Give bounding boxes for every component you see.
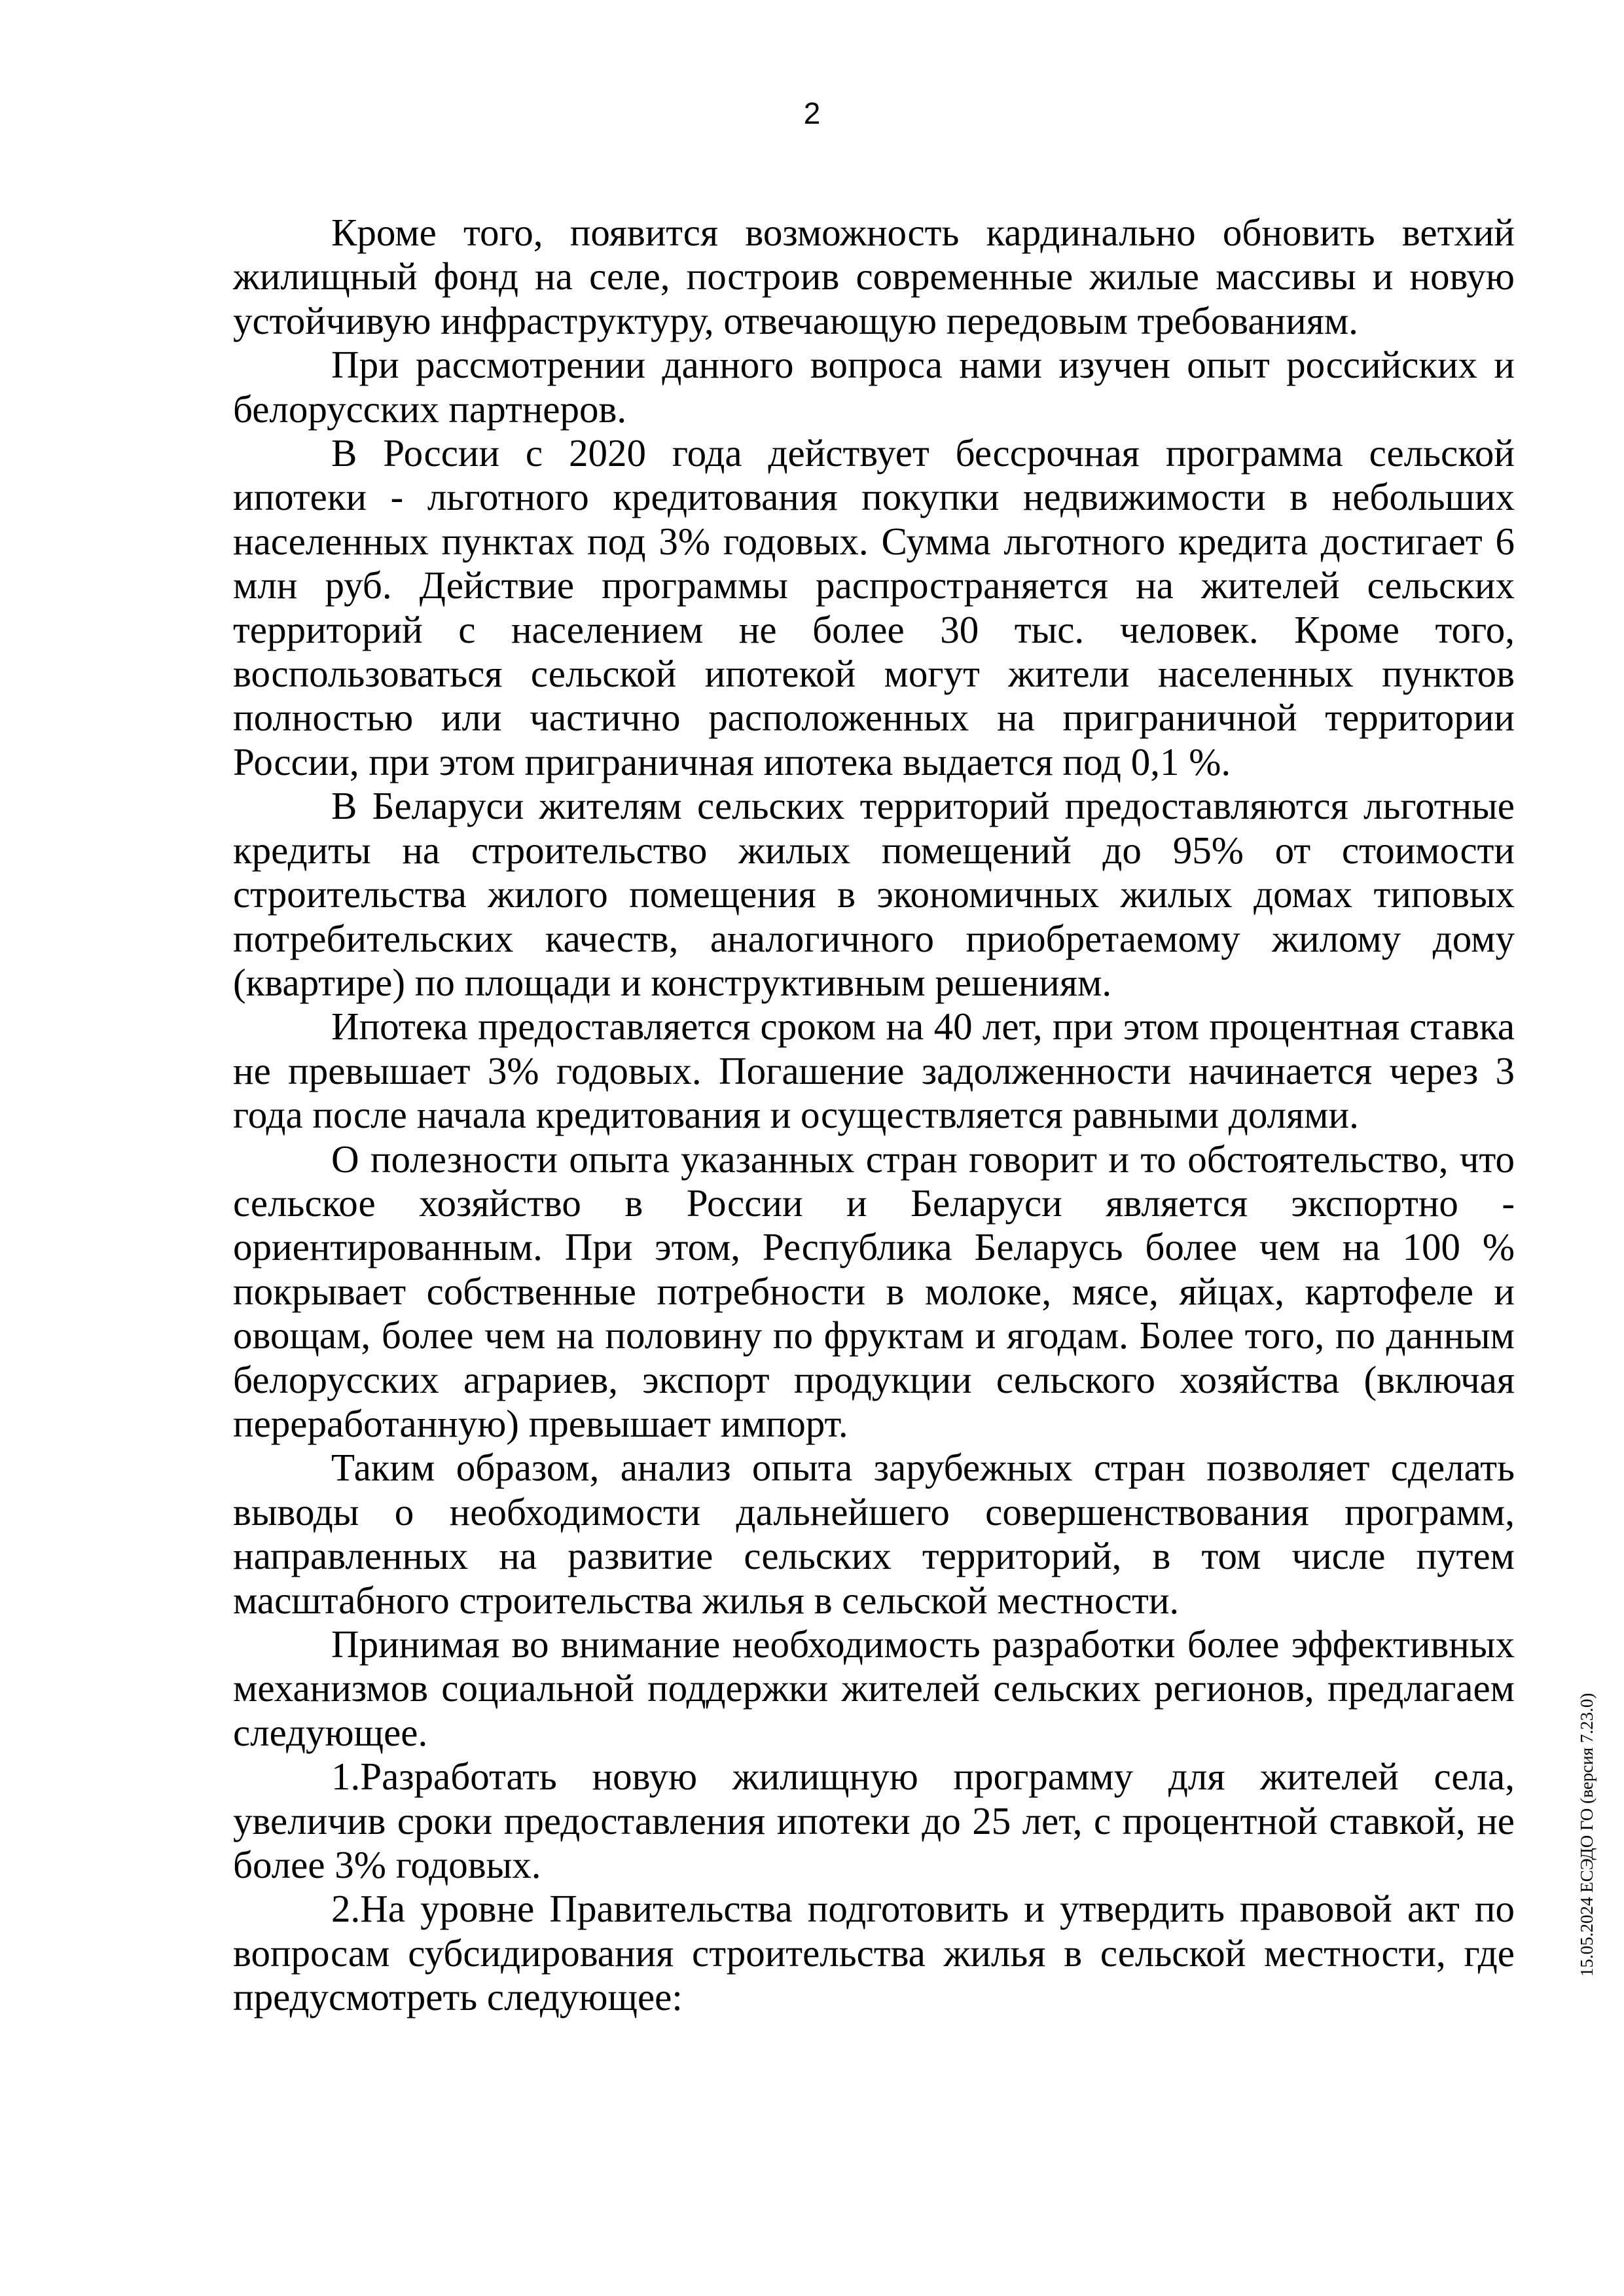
side-registration-stamp-text: 15.05.2024 ЕСЭДО ГО (версия 7.23.0) (1577, 1693, 1597, 1977)
paragraph-mortgage-terms: Ипотека предоставляется сроком на 40 лет, при этом процентная ставка не превышает 3% годовых. Погашение задолженности начинается через 3 года после начала кредитования и осуществляется равными долями. (233, 1005, 1515, 1137)
proposal-item-2: 2.На уровне Правительства подготовить и утвердить правовой акт по вопросам субсидирования строительства жилья в сельской местности, где предусмотреть следующее: (233, 1887, 1515, 2019)
paragraph-conclusion: Таким образом, анализ опыта зарубежных стран позволяет сделать выводы о необходимости дальнейшего совершенствования программ, направленных на развитие сельских территорий, в том числе путем масштабного строительства жилья в сельской местности. (233, 1446, 1515, 1622)
paragraph-partners-experience: При рассмотрении данного вопроса нами изучен опыт российских и белорусских партнеров. (233, 343, 1515, 431)
paragraph-proposal-intro: Принимая во внимание необходимость разработки более эффективных механизмов социальной поддержки жителей сельских регионов, предлагаем следующее. (233, 1623, 1515, 1754)
side-registration-stamp (1572, 1623, 1601, 1977)
paragraph-russia-mortgage: В России с 2020 года действует бессрочная программа сельской ипотеки - льготного кредитования покупки недвижимости в небольших населенных пунктах под 3% годовых. Сумма льготного кредита достигает 6 млн руб. Действие программы распространяется на жителей сельских территорий с населением не более 30 тыс. человек. Кроме того, воспользоваться сельской ипотекой могут жители населенных пунктов полностью или частично расположенных на приграничной территории России, при этом приграничная ипотека выдается под 0,1 %. (233, 431, 1515, 783)
page-number: 2 (803, 96, 821, 130)
paragraph-belarus-credits: В Беларуси жителям сельских территорий предоставляются льготные кредиты на строительство жилых помещений до 95% от стоимости строительства жилого помещения в экономичных жилых домах типовых потребительских качеств, аналогичного приобретаемому жилому дому (квартире) по площади и конструктивным решениям. (233, 784, 1515, 1004)
document-body (233, 211, 1515, 2020)
paragraph-housing-renewal: Кроме того, появится возможность кардинально обновить ветхий жилищный фонд на селе, построив современные жилые массивы и новую устойчивую инфраструктуру, отвечающую передовым требованиям. (233, 211, 1515, 342)
paragraph-export-orientation: О полезности опыта указанных стран говорит и то обстоятельство, что сельское хозяйство в России и Беларуси является экспортно - ориентированным. При этом, Республика Беларусь более чем на 100 % покрывает собственные потребности в молоке, мясе, яйцах, картофеле и овощам, более чем на половину по фруктам и ягодам. Более того, по данным белорусских аграриев, экспорт продукции сельского хозяйства (включая переработанную) превышает импорт. (233, 1137, 1515, 1445)
proposal-item-1: 1.Разработать новую жилищную программу для жителей села, увеличив сроки предоставления ипотеки до 25 лет, с процентной ставкой, не более 3% годовых. (233, 1755, 1515, 1887)
